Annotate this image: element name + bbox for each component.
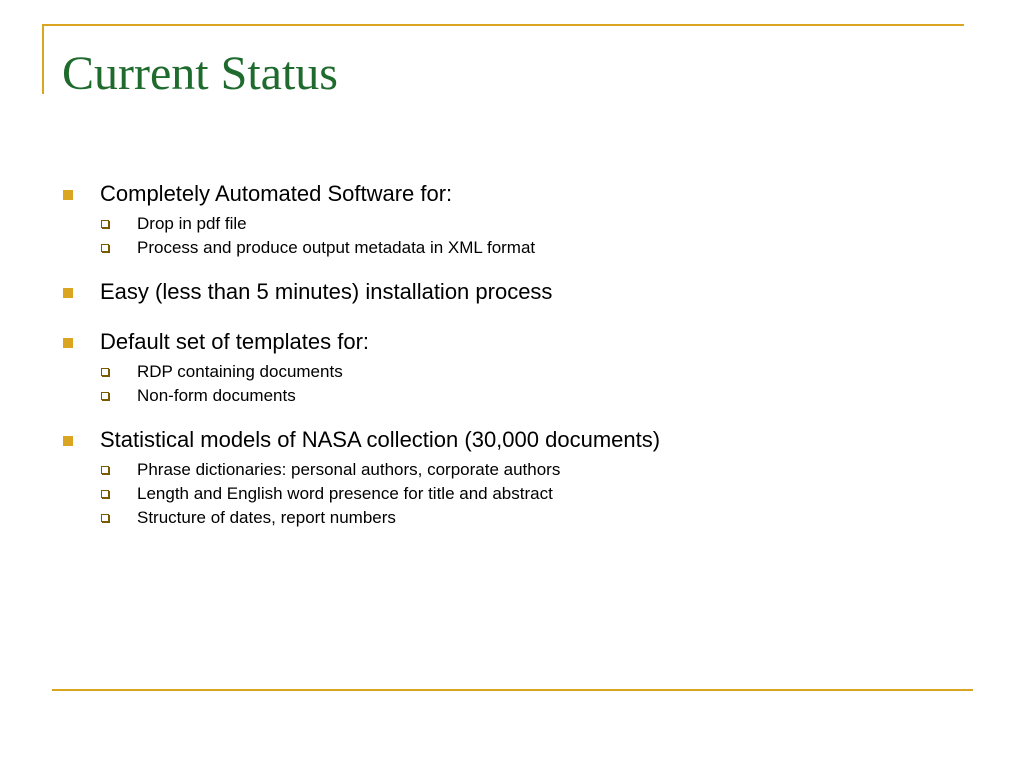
sub-bullet-item <box>100 236 962 260</box>
top-accent-line <box>42 24 964 26</box>
sub-bullet-text: Drop in pdf file <box>137 214 247 233</box>
hollow-square-bullet-icon <box>101 244 109 252</box>
sub-bullet-text: Phrase dictionaries: personal authors, corporate authors <box>137 460 561 479</box>
filled-square-bullet-icon <box>63 288 73 298</box>
sub-bullet-item <box>100 360 962 384</box>
bullet-text: Easy (less than 5 minutes) installation process <box>100 279 553 304</box>
sub-bullet-text: Process and produce output metadata in XML format <box>137 238 536 257</box>
sub-bullet-list <box>100 212 962 260</box>
hollow-square-bullet-icon <box>101 514 109 522</box>
sub-bullet-text: RDP containing documents <box>137 362 343 381</box>
bullet-item <box>62 422 962 530</box>
filled-square-bullet-icon <box>63 338 73 348</box>
bullet-list <box>62 176 962 530</box>
sub-bullet-item <box>100 212 962 236</box>
sub-bullet-list <box>100 458 962 530</box>
sub-bullet-item <box>100 506 962 530</box>
hollow-square-bullet-icon <box>101 368 109 376</box>
hollow-square-bullet-icon <box>101 466 109 474</box>
bullet-text: Statistical models of NASA collection (30,000 documents) <box>100 427 661 452</box>
hollow-square-bullet-icon <box>101 220 109 228</box>
bullet-item <box>62 274 962 310</box>
bottom-accent-line <box>52 689 973 691</box>
filled-square-bullet-icon <box>63 190 73 200</box>
filled-square-bullet-icon <box>63 436 73 446</box>
left-accent-line <box>42 24 44 94</box>
sub-bullet-text: Length and English word presence for title and abstract <box>137 484 553 503</box>
sub-bullet-text: Structure of dates, report numbers <box>137 508 396 527</box>
bullet-text: Completely Automated Software for: <box>100 181 453 206</box>
bullet-item <box>62 324 962 408</box>
bullet-text: Default set of templates for: <box>100 329 370 354</box>
sub-bullet-item <box>100 384 962 408</box>
sub-bullet-text: Non-form documents <box>137 386 296 405</box>
bullet-item <box>62 176 962 260</box>
sub-bullet-item <box>100 482 962 506</box>
sub-bullet-item <box>100 458 962 482</box>
hollow-square-bullet-icon <box>101 392 109 400</box>
slide-title: Current Status <box>62 47 338 100</box>
sub-bullet-list <box>100 360 962 408</box>
slide-content <box>62 176 962 530</box>
hollow-square-bullet-icon <box>101 490 109 498</box>
